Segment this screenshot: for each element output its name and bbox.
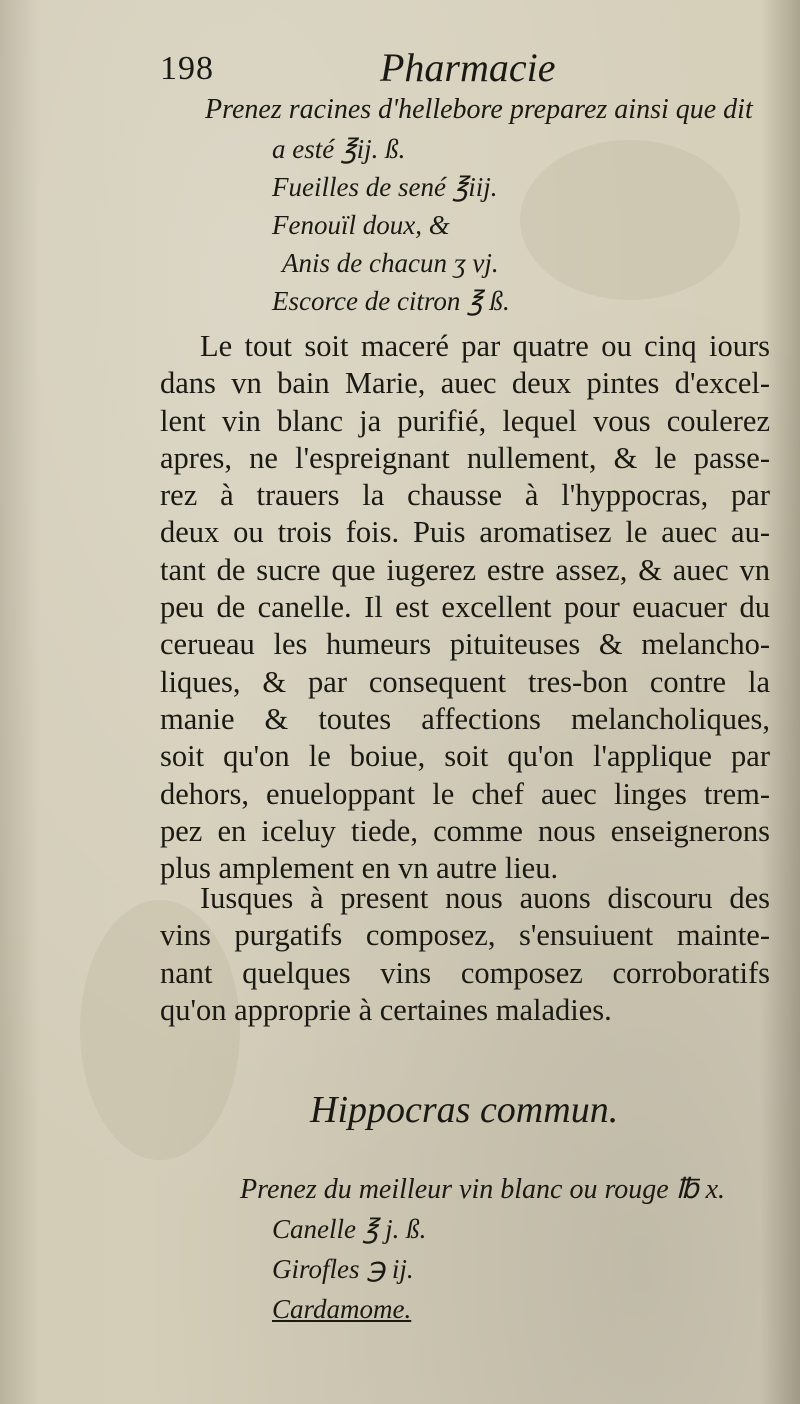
text-line: nant quelques vins composez corroboratifs	[160, 955, 770, 990]
recipe-line: Prenez racines d'hellebore preparez ainsi que dit	[205, 94, 753, 125]
text-line: Iusques à present nous auons discouru des	[200, 881, 770, 915]
page-number: 198	[160, 50, 214, 87]
text-line: soit qu'on le boiue, soit qu'on l'applique par	[160, 739, 770, 774]
running-head: Pharmacie	[380, 45, 556, 90]
text-line: peu de canelle. Il est excellent pour euacuer du	[160, 590, 770, 625]
paragraph-preparation	[160, 328, 770, 887]
recipe-line: Canelle ℥ j. ß.	[272, 1214, 427, 1244]
text-line: liques, & par consequent tres-bon contre la	[160, 664, 770, 699]
recipe-line: Fueilles de sené ℥iij.	[272, 172, 498, 202]
text-line: manie & toutes affections melancholiques,	[160, 701, 770, 736]
text-line: qu'on approprie à certaines maladies.	[160, 992, 612, 1027]
text-line: pez en iceluy tiede, comme nous enseignerons	[160, 813, 770, 848]
section-title: Hippocras commun.	[310, 1089, 619, 1131]
text-line: plus amplement en vn autre lieu.	[160, 851, 559, 886]
recipe-line: Escorce de citron ℥ ß.	[272, 286, 510, 316]
text-line: deux ou trois fois. Puis aromatisez le auec au-	[160, 515, 770, 550]
text-line: vins purgatifs composez, s'ensuiuent mainte-	[160, 918, 770, 953]
page-header	[0, 0, 800, 100]
paper-stain	[520, 140, 740, 300]
text-line: apres, ne l'espreignant nullement, & le passe-	[160, 440, 770, 475]
text-line: lent vin blanc ja purifié, lequel vous coulerez	[160, 403, 770, 438]
text-line: tant de sucre que iugerez estre assez, & auec vn	[160, 552, 770, 587]
text-line: dans vn bain Marie, auec deux pintes d'excel-	[160, 366, 770, 401]
recipe-line: Girofles ℈ ij.	[272, 1254, 414, 1284]
text-line: rez à trauers la chausse à l'hyppocras, par	[160, 478, 770, 513]
recipe-line: Anis de chacun ʒ vj.	[282, 248, 499, 278]
recipe-line: Prenez du meilleur vin blanc ou rouge ℔ x.	[240, 1174, 726, 1205]
recipe-line: Cardamome.	[272, 1294, 412, 1324]
recipe-line: Fenouïl doux, &	[272, 210, 450, 240]
text-line: Le tout soit maceré par quatre ou cinq iours	[200, 329, 770, 363]
text-line: cerueau les humeurs pituiteuses & melancho-	[160, 627, 770, 662]
recipe-line: a esté ℥ij. ß.	[272, 134, 406, 164]
text-line: dehors, enueloppant le chef auec linges trem-	[160, 776, 770, 811]
paragraph-transition	[160, 880, 770, 1029]
